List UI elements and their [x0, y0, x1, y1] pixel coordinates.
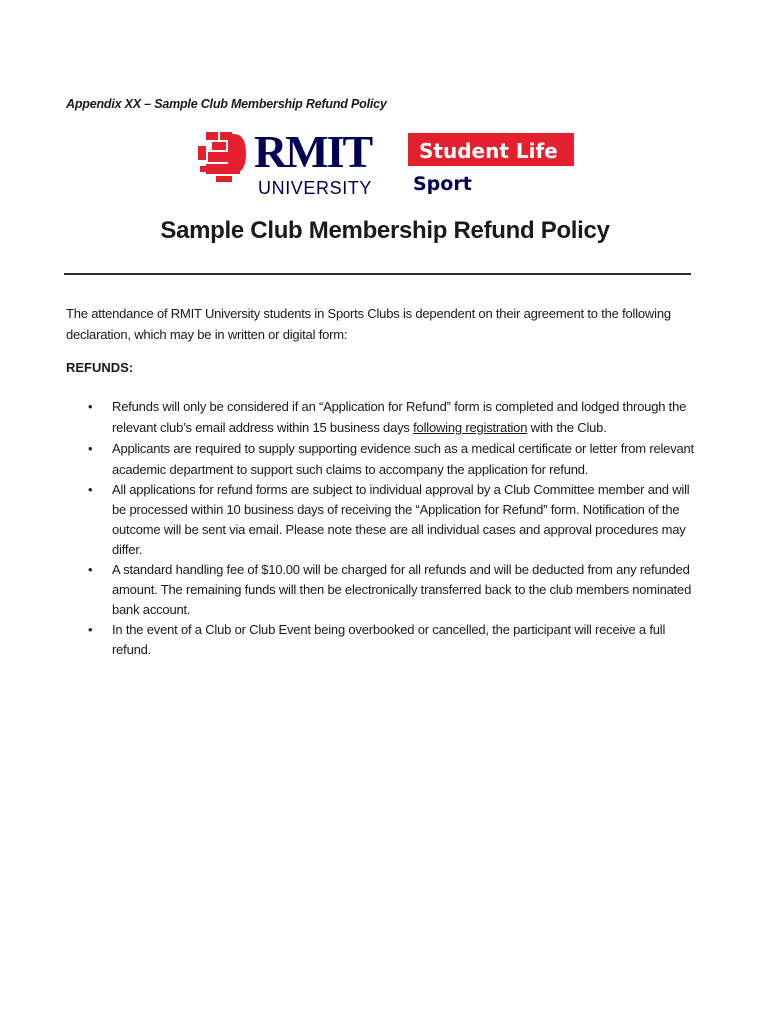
bullet-icon: •	[88, 622, 93, 637]
list-item	[66, 438, 706, 480]
item-text-start: Refunds will only be considered if an “Application for Refund” form is completed and lodged through the relevant club’s email address within 15 business days	[112, 399, 687, 435]
appendix-label: Appendix XX – Sample Club Membership Refund Policy	[66, 97, 387, 111]
university-wordmark: UNIVERSITY	[258, 178, 373, 198]
rmit-pixel-mark	[198, 132, 246, 182]
bullet-icon: •	[88, 482, 93, 497]
bullet-icon: •	[88, 441, 93, 456]
list-item	[66, 480, 706, 560]
list-item	[66, 560, 706, 620]
intro-paragraph: The attendance of RMIT University students in Sports Clubs is dependent on their agreement to the following declaration, which may be in written or digital form:	[66, 306, 671, 342]
item-text-end: with the Club.	[527, 420, 607, 435]
item-text: A standard handling fee of $10.00 will be charged for all refunds and will be deducted from any refunded amount. The remaining funds will then be electronically transferred back to the club members nominated bank account.	[112, 562, 692, 617]
page-title: Sample Club Membership Refund Policy	[160, 217, 610, 244]
sport-text: Sport	[413, 173, 472, 195]
item-text: All applications for refund forms are subject to individual approval by a Club Committee member and will be processed within 10 business days of receiving the “Application for Refund” form. Notification of the outcome will be sent via email. Please note these are all individual cases and approval procedures may differ.	[112, 482, 690, 557]
rmit-student-life-sport-logo	[198, 130, 578, 202]
item-text: Applicants are required to supply supporting evidence such as a medical certificate or letter from relevant academic department to support such claims to accompany the application for refund.	[112, 441, 694, 477]
horizontal-divider	[64, 273, 691, 275]
list-item	[66, 396, 706, 438]
bullet-icon: •	[88, 562, 93, 577]
item-text-underlined: following registration	[413, 420, 528, 435]
refunds-list	[66, 396, 706, 660]
item-text: In the event of a Club or Club Event being overbooked or cancelled, the participant will receive a full refund.	[112, 622, 666, 657]
bullet-icon: •	[88, 399, 93, 414]
refunds-heading: REFUNDS:	[66, 360, 134, 375]
list-item	[66, 620, 706, 660]
rmit-wordmark: RMIT	[254, 130, 372, 177]
student-life-text: Student Life	[419, 139, 558, 163]
